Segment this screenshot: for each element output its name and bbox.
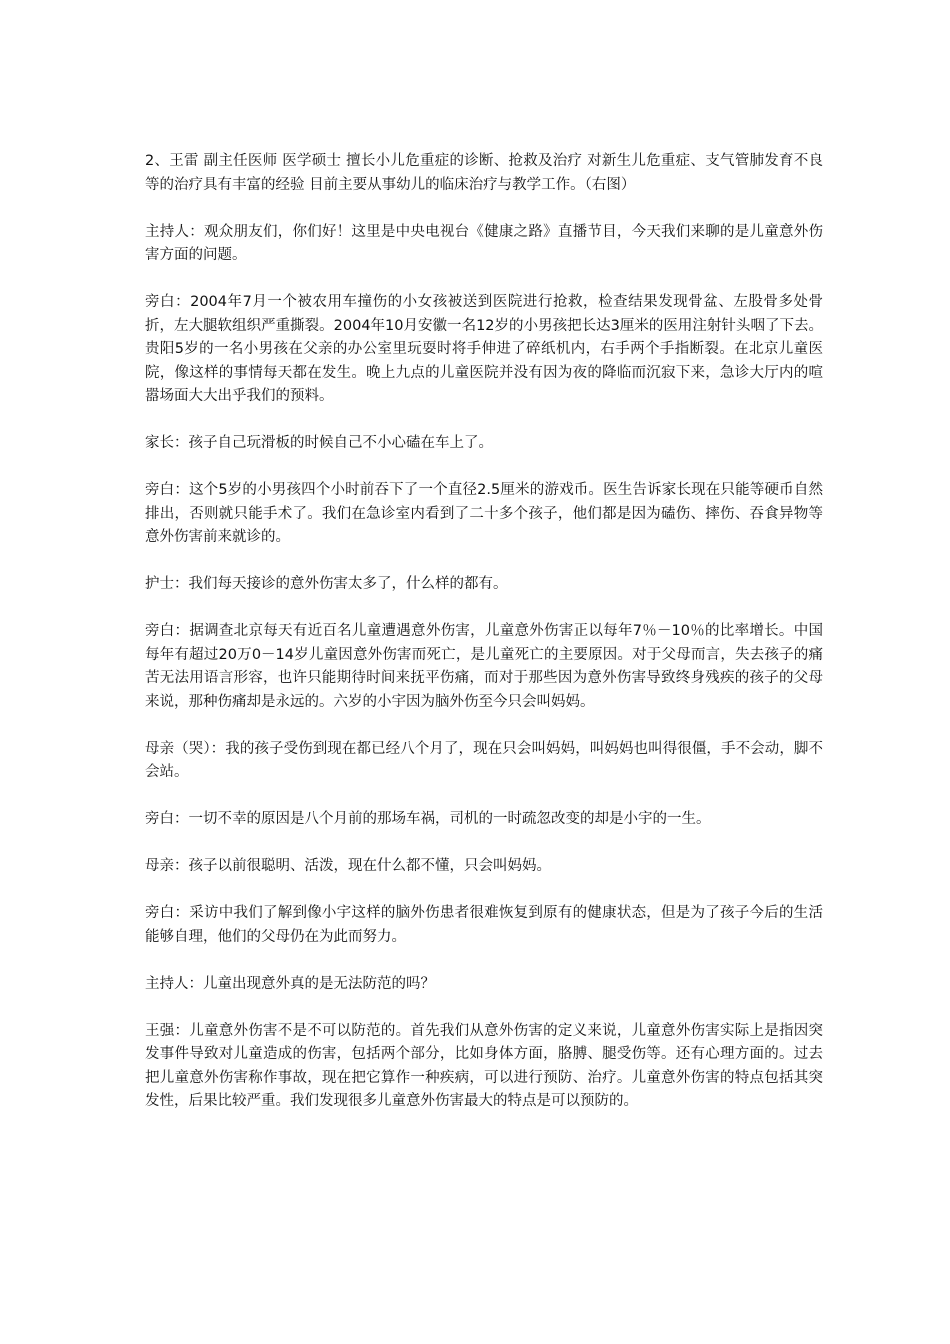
paragraph-speaker: 旁白： — [145, 482, 190, 498]
paragraph-speaker: 主持人： — [145, 975, 203, 992]
paragraph-host — [145, 221, 823, 268]
paragraph-mother — [145, 738, 823, 785]
paragraph-intro — [145, 150, 823, 197]
paragraph-text: 我的孩子受伤到现在都已经八个月了，现在只会叫妈妈，叫妈妈也叫得很僵，手不会动，脚不会站。 — [145, 740, 824, 780]
paragraph-mother — [145, 855, 823, 879]
paragraph-speaker: 旁白： — [145, 294, 191, 310]
paragraph-text: 一切不幸的原因是八个月前的那场车祸，司机的一时疏忽改变的却是小宇的一生。 — [188, 811, 711, 827]
paragraph-speaker: 护士： — [145, 576, 189, 592]
paragraph-text: 孩子自己玩滑板的时候自己不小心磕在车上了。 — [188, 435, 493, 451]
paragraph-narration — [145, 479, 823, 550]
paragraph-speaker: 家长： — [145, 435, 189, 451]
paragraph-text: 观众朋友们，你们好！这里是中央电视台《健康之路》直播节目，今天我们来聊的是儿童意外伤害方面的问题。 — [145, 223, 824, 263]
paragraph-speaker: 母亲： — [145, 858, 189, 874]
paragraph-nurse — [145, 573, 823, 597]
paragraph-text: 据调查北京每天有近百名儿童遭遇意外伤害，儿童意外伤害正以每年7％－10％的比率增长。中国每年有超过20万0－14岁儿童因意外伤害而死亡，是儿童死亡的主要原因。对于父母而言，失去孩子的痛苦无法用语言形容，也许只能期待时间来抚平伤痛，而对于那些因为意外伤害导致终身残疾的孩子的父母来说，那种伤痛却是永远的。六岁的小宇因为脑外伤至今只会叫妈妈。 — [145, 623, 823, 710]
document-body — [145, 150, 823, 1137]
paragraph-speaker: 旁白： — [145, 811, 189, 827]
paragraph-narration — [145, 291, 823, 409]
paragraph-speaker: 母亲（哭）： — [145, 740, 226, 757]
paragraph-expert — [145, 1020, 823, 1114]
paragraph-text: 2、王雷 副主任医师 医学硕士 擅长小儿危重症的诊断、抢救及治疗 对新生儿危重症、支气管肺发育不良等的治疗具有丰富的经验 目前主要从事幼儿的临床治疗与教学工作。（右图） — [145, 153, 823, 193]
paragraph-speaker: 旁白： — [145, 623, 190, 639]
paragraph-text: 儿童出现意外真的是无法防范的吗？ — [203, 975, 435, 992]
paragraph-narration — [145, 808, 823, 832]
paragraph-narration — [145, 902, 823, 949]
paragraph-text: 2004年7月一个被农用车撞伤的小女孩被送到医院进行抢救，检查结果发现骨盆、左股骨多处骨折，左大腿软组织严重撕裂。2004年10月安徽一名12岁的小男孩把长达3厘米的医用注射针头咽了下去。贵阳5岁的一名小男孩在父亲的办公室里玩耍时将手伸进了碎纸机内，右手两个手指断裂。在北京儿童医院，像这样的事情每天都在发生。晚上九点的儿童医院并没有因为夜的降临而沉寂下来，急诊大厅内的喧嚣场面大大出乎我们的预料。 — [145, 294, 824, 404]
paragraph-parent — [145, 432, 823, 456]
paragraph-text: 采访中我们了解到像小宇这样的脑外伤患者很难恢复到原有的健康状态，但是为了孩子今后的生活能够自理，他们的父母仍在为此而努力。 — [145, 905, 823, 945]
paragraph-speaker: 主持人： — [145, 223, 204, 240]
paragraph-text: 孩子以前很聪明、活泼，现在什么都不懂，只会叫妈妈。 — [188, 858, 551, 874]
paragraph-text: 这个5岁的小男孩四个小时前吞下了一个直径2.5厘米的游戏币。医生告诉家长现在只能等硬币自然排出，否则就只能手术了。我们在急诊室内看到了二十多个孩子，他们都是因为磕伤、摔伤、吞食异物等意外伤害前来就诊的。 — [145, 482, 823, 545]
paragraph-text: 儿童意外伤害不是不可以防范的。首先我们从意外伤害的定义来说，儿童意外伤害实际上是指因突发事件导致对儿童造成的伤害，包括两个部分，比如身体方面，胳膊、腿受伤等。还有心理方面的。过去把儿童意外伤害称作事故，现在把它算作一种疾病，可以进行预防、治疗。儿童意外伤害的特点包括其突发性，后果比较严重。我们发现很多儿童意外伤害最大的特点是可以预防的。 — [145, 1022, 823, 1109]
paragraph-speaker: 王强： — [145, 1022, 190, 1039]
paragraph-speaker: 旁白： — [145, 905, 190, 921]
paragraph-host — [145, 973, 823, 997]
paragraph-text: 我们每天接诊的意外伤害太多了，什么样的都有。 — [188, 576, 508, 592]
paragraph-narration — [145, 620, 823, 714]
